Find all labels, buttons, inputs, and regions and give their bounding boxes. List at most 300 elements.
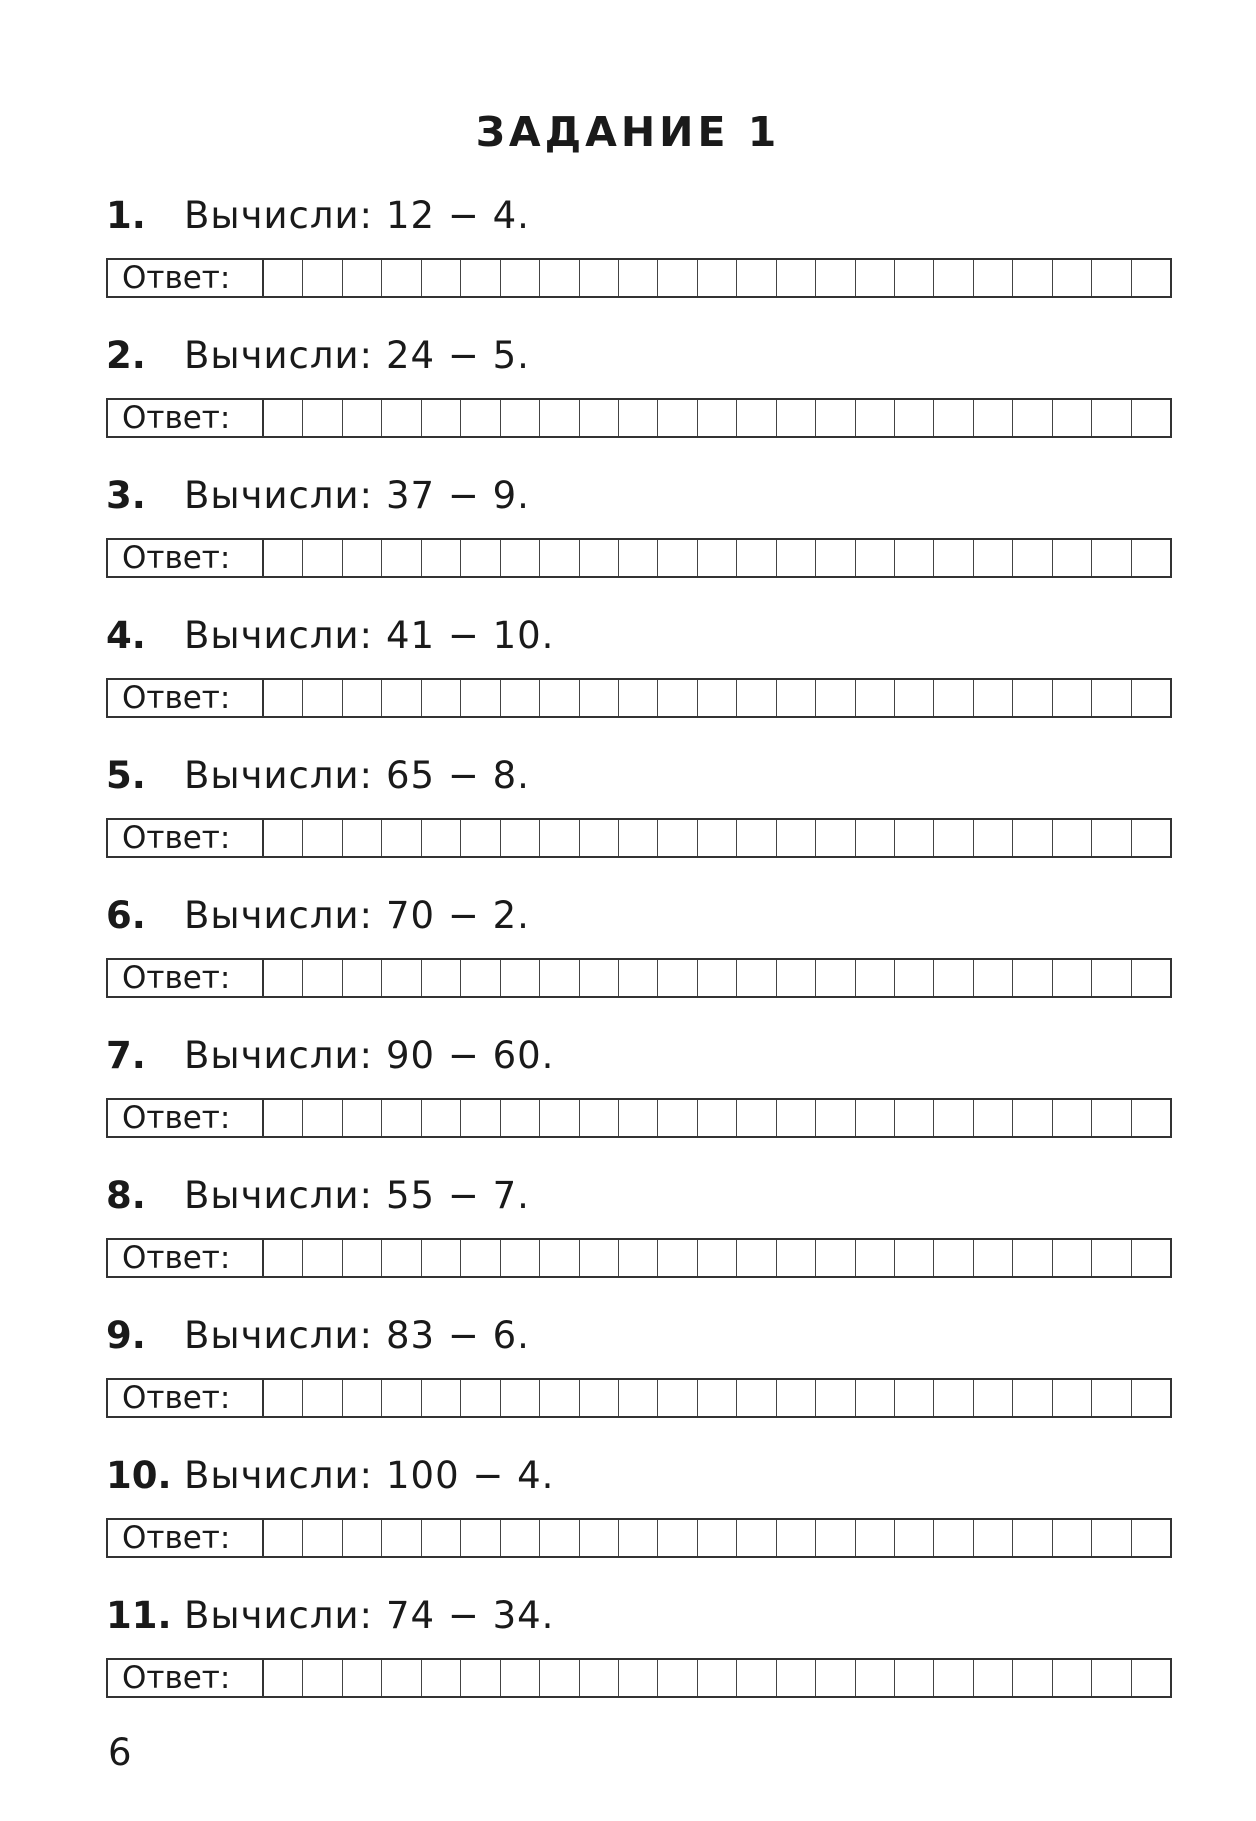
answer-cell[interactable] [461,1660,500,1696]
answer-cell[interactable] [895,680,934,716]
answer-cell[interactable] [1092,1520,1131,1556]
answer-cell[interactable] [540,820,579,856]
answer-cell[interactable] [619,260,658,296]
answer-cell[interactable] [501,1240,540,1276]
task-item [106,190,1172,330]
answer-cell[interactable] [856,1660,895,1696]
answer-cell[interactable] [580,1520,619,1556]
answer-cell[interactable] [658,1100,697,1136]
answer-cell[interactable] [461,400,500,436]
answer-cell[interactable] [264,820,303,856]
task-instruction: Вычисли: [184,894,374,937]
answer-cell[interactable] [1013,540,1052,576]
answer-cell[interactable] [461,1100,500,1136]
answer-cell[interactable] [1053,260,1092,296]
answer-cell[interactable] [264,1660,303,1696]
answer-cell[interactable] [1092,680,1131,716]
answer-cell[interactable] [698,400,737,436]
answer-cell[interactable] [934,540,973,576]
answer-cell[interactable] [737,1660,776,1696]
answer-cell[interactable] [303,680,342,716]
answer-cell[interactable] [422,400,461,436]
answer-cell[interactable] [816,1100,855,1136]
answer-cell[interactable] [303,540,342,576]
answer-cell[interactable] [934,1520,973,1556]
answer-cell[interactable] [934,820,973,856]
answer-cell[interactable] [1053,1520,1092,1556]
answer-cell[interactable] [737,820,776,856]
answer-cell[interactable] [382,680,421,716]
answer-cell[interactable] [422,960,461,996]
answer-cell[interactable] [816,1660,855,1696]
answer-cell[interactable] [619,960,658,996]
answer-cell[interactable] [1053,680,1092,716]
answer-cell[interactable] [1132,400,1170,436]
answer-cell[interactable] [974,1660,1013,1696]
answer-cell[interactable] [382,540,421,576]
answer-cell[interactable] [777,960,816,996]
task-number: 8. [106,1174,146,1217]
answer-cell[interactable] [856,1100,895,1136]
answer-cell[interactable] [422,540,461,576]
answer-cell[interactable] [934,1100,973,1136]
answer-cell[interactable] [303,1100,342,1136]
answer-cell[interactable] [934,1240,973,1276]
answer-cell[interactable] [1053,1100,1092,1136]
answer-cell[interactable] [382,1520,421,1556]
answer-cell[interactable] [343,680,382,716]
answer-cell[interactable] [658,1240,697,1276]
answer-cell[interactable] [540,960,579,996]
answer-cell[interactable] [264,540,303,576]
answer-cell[interactable] [303,960,342,996]
answer-cell[interactable] [264,680,303,716]
answer-cell[interactable] [580,1240,619,1276]
task-expression: 24 − 5. [386,334,530,377]
answer-cell[interactable] [1013,960,1052,996]
answer-cell[interactable] [777,400,816,436]
answer-cell[interactable] [264,400,303,436]
answer-cell[interactable] [461,260,500,296]
answer-cell[interactable] [737,540,776,576]
answer-label: Ответ: [108,1240,264,1276]
answer-cell[interactable] [1053,400,1092,436]
task-item [106,1310,1172,1450]
answer-label: Ответ: [108,540,264,576]
answer-cell[interactable] [658,960,697,996]
answer-cell[interactable] [461,820,500,856]
answer-cell[interactable] [461,1520,500,1556]
task-item [106,470,1172,610]
task-instruction: Вычисли: [184,1454,374,1497]
answer-cell[interactable] [737,1240,776,1276]
answer-cell[interactable] [303,400,342,436]
task-instruction: Вычисли: [184,754,374,797]
answer-cell[interactable] [777,1660,816,1696]
answer-cell[interactable] [1013,1380,1052,1416]
answer-cell[interactable] [422,680,461,716]
task-item [106,890,1172,1030]
answer-cell[interactable] [737,1380,776,1416]
answer-cell[interactable] [974,1520,1013,1556]
answer-cell[interactable] [501,1660,540,1696]
answer-cell[interactable] [777,1380,816,1416]
answer-row [106,1518,1172,1558]
answer-cell[interactable] [619,400,658,436]
task-number: 7. [106,1034,146,1077]
answer-cell[interactable] [895,400,934,436]
answer-cell[interactable] [816,540,855,576]
answer-cell[interactable] [343,960,382,996]
answer-cell[interactable] [540,400,579,436]
answer-cell[interactable] [382,960,421,996]
answer-cell[interactable] [422,1660,461,1696]
answer-cell[interactable] [303,820,342,856]
answer-cell[interactable] [698,680,737,716]
answer-cell[interactable] [619,1240,658,1276]
answer-cell[interactable] [737,260,776,296]
answer-row [106,818,1172,858]
task-item [106,1590,1172,1730]
task-expression: 70 − 2. [386,894,530,937]
answer-cell[interactable] [343,260,382,296]
answer-cell[interactable] [895,820,934,856]
answer-cell[interactable] [974,680,1013,716]
answer-cell[interactable] [737,400,776,436]
answer-cell[interactable] [658,1660,697,1696]
answer-cell[interactable] [461,1380,500,1416]
answer-cell[interactable] [303,260,342,296]
answer-label: Ответ: [108,1660,264,1696]
answer-cell[interactable] [501,960,540,996]
answer-cell[interactable] [619,1660,658,1696]
answer-label: Ответ: [108,260,264,296]
answer-cell[interactable] [580,540,619,576]
answer-cell[interactable] [777,1240,816,1276]
answer-cell[interactable] [619,540,658,576]
answer-cell[interactable] [816,960,855,996]
answer-cell[interactable] [777,1100,816,1136]
answer-cell[interactable] [816,680,855,716]
answer-cell[interactable] [619,1520,658,1556]
task-expression: 37 − 9. [386,474,530,517]
answer-cell[interactable] [777,540,816,576]
answer-cell[interactable] [1132,680,1170,716]
answer-cell[interactable] [303,1520,342,1556]
answer-cell[interactable] [1092,400,1131,436]
answer-cell[interactable] [1013,1660,1052,1696]
answer-cell[interactable] [501,680,540,716]
task-item [106,750,1172,890]
answer-cell[interactable] [934,1660,973,1696]
answer-cell[interactable] [422,1380,461,1416]
answer-cell[interactable] [580,400,619,436]
answer-cell[interactable] [501,260,540,296]
answer-cell[interactable] [501,540,540,576]
answer-cell[interactable] [580,1380,619,1416]
answer-label: Ответ: [108,1520,264,1556]
answer-cell[interactable] [934,400,973,436]
answer-cell[interactable] [856,960,895,996]
answer-cell[interactable] [540,1100,579,1136]
answer-cell[interactable] [303,1240,342,1276]
answer-cell[interactable] [816,400,855,436]
answer-cell[interactable] [777,260,816,296]
answer-cell[interactable] [698,1100,737,1136]
answer-cell[interactable] [580,680,619,716]
answer-cell[interactable] [777,1520,816,1556]
answer-cell[interactable] [422,1100,461,1136]
task-number: 5. [106,754,146,797]
answer-cell[interactable] [856,1380,895,1416]
task-question [106,190,530,242]
answer-cell[interactable] [580,1660,619,1696]
answer-cell[interactable] [382,1240,421,1276]
answer-cell[interactable] [777,820,816,856]
answer-cell[interactable] [698,260,737,296]
answer-cell[interactable] [382,820,421,856]
task-expression: 90 − 60. [386,1034,555,1077]
task-item [106,1030,1172,1170]
answer-cell[interactable] [895,1520,934,1556]
answer-cell[interactable] [816,1520,855,1556]
answer-cell[interactable] [382,1660,421,1696]
answer-cell[interactable] [343,400,382,436]
task-question [106,330,530,382]
task-number: 2. [106,334,146,377]
answer-cell[interactable] [856,540,895,576]
answer-cell[interactable] [540,1380,579,1416]
answer-cell[interactable] [698,540,737,576]
answer-cell[interactable] [580,1100,619,1136]
answer-cell[interactable] [934,960,973,996]
answer-cell[interactable] [974,1100,1013,1136]
answer-cell[interactable] [658,820,697,856]
task-question [106,1450,554,1502]
answer-cell[interactable] [1132,1520,1170,1556]
answer-cell[interactable] [816,260,855,296]
answer-cell[interactable] [461,540,500,576]
answer-cell[interactable] [816,1240,855,1276]
answer-cell[interactable] [698,1380,737,1416]
answer-cell[interactable] [540,1660,579,1696]
answer-cell[interactable] [1013,400,1052,436]
answer-cell[interactable] [1013,1520,1052,1556]
answer-cell[interactable] [303,1380,342,1416]
answer-cell[interactable] [1092,260,1131,296]
answer-cell[interactable] [540,1520,579,1556]
answer-cell[interactable] [658,680,697,716]
answer-cell[interactable] [1053,820,1092,856]
answer-cell[interactable] [1013,260,1052,296]
answer-cell[interactable] [540,540,579,576]
answer-cell[interactable] [934,1380,973,1416]
task-instruction: Вычисли: [184,1174,374,1217]
answer-cell[interactable] [895,1660,934,1696]
answer-cell[interactable] [343,1380,382,1416]
answer-label: Ответ: [108,960,264,996]
answer-cell[interactable] [540,260,579,296]
answer-cell[interactable] [856,260,895,296]
answer-label: Ответ: [108,1100,264,1136]
answer-cell[interactable] [580,960,619,996]
answer-cell[interactable] [1092,1380,1131,1416]
answer-cell[interactable] [422,1520,461,1556]
task-instruction: Вычисли: [184,1594,374,1637]
answer-cell[interactable] [1092,1240,1131,1276]
answer-cell[interactable] [619,820,658,856]
answer-cell[interactable] [422,820,461,856]
answer-cell[interactable] [974,400,1013,436]
answer-cell[interactable] [501,820,540,856]
answer-row [106,958,1172,998]
answer-cell[interactable] [343,1100,382,1136]
answer-cell[interactable] [1053,1660,1092,1696]
answer-cell[interactable] [382,1380,421,1416]
task-expression: 100 − 4. [386,1454,555,1497]
answer-cell[interactable] [264,1520,303,1556]
answer-cell[interactable] [974,820,1013,856]
answer-cell[interactable] [264,1100,303,1136]
answer-cell[interactable] [343,1240,382,1276]
answer-cell[interactable] [501,400,540,436]
answer-cell[interactable] [1132,1240,1170,1276]
answer-cell[interactable] [895,1380,934,1416]
answer-cell[interactable] [698,820,737,856]
answer-cell[interactable] [895,1100,934,1136]
answer-cell[interactable] [1013,820,1052,856]
answer-cell[interactable] [1132,960,1170,996]
answer-cell[interactable] [658,260,697,296]
answer-cell[interactable] [658,1520,697,1556]
answer-cell[interactable] [1132,820,1170,856]
answer-cell[interactable] [737,960,776,996]
answer-cell[interactable] [540,1240,579,1276]
answer-cell[interactable] [1132,540,1170,576]
answer-cell[interactable] [934,260,973,296]
answer-cell[interactable] [658,400,697,436]
answer-cell[interactable] [343,820,382,856]
answer-cell[interactable] [1092,1100,1131,1136]
answer-cell[interactable] [382,1100,421,1136]
answer-cell[interactable] [422,260,461,296]
answer-cell[interactable] [501,1520,540,1556]
answer-cell[interactable] [1092,960,1131,996]
task-question [106,1170,530,1222]
answer-label: Ответ: [108,400,264,436]
answer-label: Ответ: [108,680,264,716]
answer-cell[interactable] [1132,1100,1170,1136]
task-instruction: Вычисли: [184,614,374,657]
answer-cell[interactable] [1013,1100,1052,1136]
answer-cell[interactable] [1013,680,1052,716]
answer-cell[interactable] [895,1240,934,1276]
answer-cell[interactable] [1092,540,1131,576]
answer-cell[interactable] [1132,1380,1170,1416]
answer-cell[interactable] [1092,820,1131,856]
answer-cell[interactable] [461,960,500,996]
answer-cell[interactable] [1053,1380,1092,1416]
answer-cell[interactable] [501,1100,540,1136]
page-number: 6 [108,1731,132,1774]
task-expression: 41 − 10. [386,614,555,657]
answer-row [106,1378,1172,1418]
answer-cell[interactable] [856,1240,895,1276]
answer-cell[interactable] [895,960,934,996]
answer-cell[interactable] [895,260,934,296]
answer-cell[interactable] [1053,960,1092,996]
answer-cell[interactable] [698,1660,737,1696]
task-question [106,470,530,522]
answer-label: Ответ: [108,1380,264,1416]
answer-cell[interactable] [658,540,697,576]
answer-cell[interactable] [698,1520,737,1556]
answer-cell[interactable] [501,1380,540,1416]
answer-cell[interactable] [382,400,421,436]
answer-cell[interactable] [580,820,619,856]
answer-cell[interactable] [856,820,895,856]
answer-cell[interactable] [1132,260,1170,296]
answer-cell[interactable] [658,1380,697,1416]
answer-cell[interactable] [698,1240,737,1276]
answer-cell[interactable] [619,680,658,716]
answer-cell[interactable] [619,1100,658,1136]
answer-cell[interactable] [1013,1240,1052,1276]
answer-cell[interactable] [619,1380,658,1416]
answer-cell[interactable] [303,1660,342,1696]
answer-cell[interactable] [343,1660,382,1696]
answer-cell[interactable] [343,540,382,576]
answer-cell[interactable] [580,260,619,296]
answer-cell[interactable] [974,540,1013,576]
answer-cell[interactable] [343,1520,382,1556]
answer-cell[interactable] [974,260,1013,296]
answer-cell[interactable] [816,1380,855,1416]
answer-cell[interactable] [264,1240,303,1276]
answer-cell[interactable] [974,960,1013,996]
answer-cell[interactable] [856,400,895,436]
answer-cell[interactable] [777,680,816,716]
answer-cell[interactable] [461,680,500,716]
answer-cell[interactable] [264,260,303,296]
answer-cell[interactable] [264,1380,303,1416]
answer-cell[interactable] [856,680,895,716]
task-question [106,1310,530,1362]
task-question [106,750,530,802]
answer-cell[interactable] [737,680,776,716]
answer-cell[interactable] [540,680,579,716]
answer-cell[interactable] [461,1240,500,1276]
answer-cell[interactable] [737,1100,776,1136]
answer-cell[interactable] [1132,1660,1170,1696]
answer-cell[interactable] [698,960,737,996]
answer-cell[interactable] [816,820,855,856]
answer-cell[interactable] [895,540,934,576]
answer-cell[interactable] [1092,1660,1131,1696]
task-instruction: Вычисли: [184,334,374,377]
answer-cell[interactable] [1053,1240,1092,1276]
answer-cell[interactable] [974,1380,1013,1416]
answer-cell[interactable] [856,1520,895,1556]
answer-cell[interactable] [934,680,973,716]
answer-cell[interactable] [974,1240,1013,1276]
task-item [106,330,1172,470]
answer-cell[interactable] [1053,540,1092,576]
answer-cell[interactable] [737,1520,776,1556]
answer-cell[interactable] [264,960,303,996]
answer-cell[interactable] [382,260,421,296]
answer-cell[interactable] [422,1240,461,1276]
